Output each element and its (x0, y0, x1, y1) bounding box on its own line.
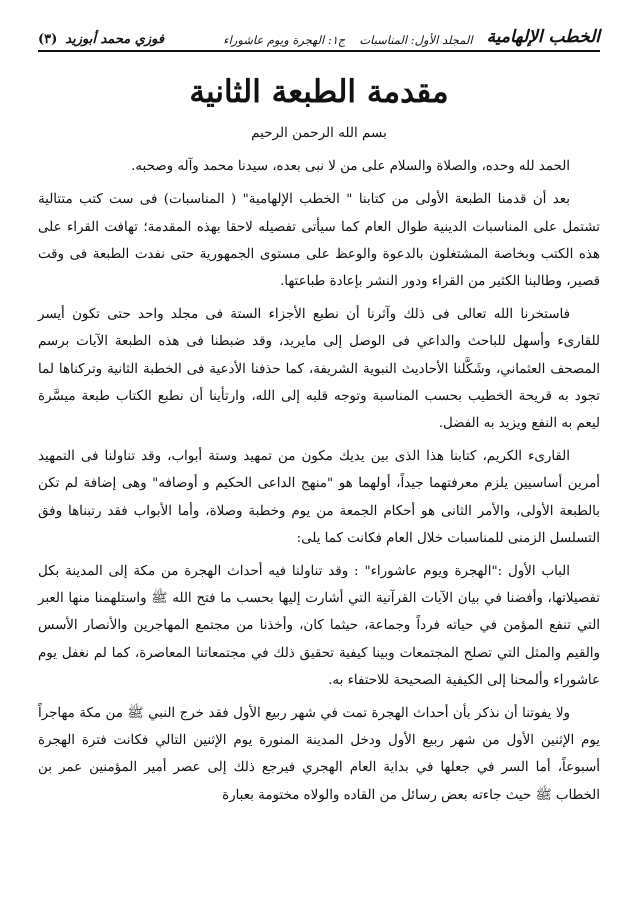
page-title: مقدمة الطبعة الثانية (189, 74, 449, 110)
book-title: الخطب الإلهامية (486, 27, 600, 47)
part-label: ج١: الهجرة ويوم عاشوراء (223, 33, 346, 47)
header-left-group (38, 32, 164, 47)
paragraph-second-edition: فاستخرنا الله تعالى فى ذلك وآثرنا أن نطبع الأجزاء الستة فى مجلد واحد حتى تكون أيسر للقارىء وأسهل للباحث والداعي فى الوصل إلى مايريد، وقد ضبطنا فى هذه الطبعة الآيات برسم المصحف العثماني، وشَكَّلنا الأحاديث النبوية الشريفة، كما حذفنا الأدعية فى الخطبة الثانية وتركناها لما تجود به قريحة الخطيب بحسب المناسبة وتوجه قلبه إلى الله، وارتأينا أن نطبع الكتاب طبعة ميسَّرة ليعم به النفع ويزيد به الفضل. (38, 307, 600, 432)
paragraph-first-edition: بعد أن قدمنا الطبعة الأولى من كتابنا " الخطب الإلهامية" ( المناسبات) فى ست كتب متتالية تشتمل على المناسبات الدينية طوال العام كما سيأتى تفصيله لاحقا بهذه المقدمة؛ تهافت القراء على هذه الكتب وبخاصة المشتغلون بالدعوة والوعظ على مستوى الجمهورية حتى نفدت الطبعة فى وقت قصير، وطالبنا الكثير من القراء ودور النشر بإعادة طباعتها. (38, 192, 600, 289)
running-header (38, 22, 600, 52)
paragraph-hijra-timing: ولا يفوتنا أن نذكر بأن أحداث الهجرة تمت في شهر ربيع الأول فقد خرج النبي ﷺ من مكة مهاجراً يوم الإثنين الأول من شهر ربيع الأول ودخل المدينة المنورة يوم الإثنين التالي فكانت فترة الهجرة أسبوعاً، أما السر في جعلها في بداية العام الهجري فيرجع ذلك إلى عصر أمير المؤمنين عمر بن الخطاب ﷺ حيث جاءته بعض رسائل من القاده والولاه مختومة بعبارة (38, 706, 600, 803)
basmala: بسم الله الرحمن الرحيم (251, 125, 387, 142)
volume-label: المجلد الأول: المناسبات (359, 33, 473, 47)
paragraph-chapter-one: الباب الأول :"الهجرة ويوم عاشوراء" : وقد تناولنا فيه أحداث الهجرة من مكة إلى المدينة بكل تفصيلاتها، وأفضنا في بيان الآيات القرآنية التي أشارت إليها بحسب ما فتح الله ﷺ واستلهمنا منها العبر التي تنفع المؤمن في حياته فرداً وجماعة، حيثما كان، وأخذنا من مجتمع المهاجرين والأنصار الأسس والقيم والمثل التي تصلح المجتمعات وبينا كيفية تحقيق ذلك في مجتمعاتنا المعاصرة، كما لم نغفل يوم عاشوراء وألمحنا إلى الكيفية الصحيحة للاحتفاء به. (38, 564, 600, 688)
paragraph-opening: الحمد لله وحده، والصلاة والسلام على من لا نبى بعده، سيدنا محمد وآله وصحبه. (131, 159, 570, 175)
page-number: (٣) (38, 32, 58, 47)
author-name: فوزي محمد أبوزيد (65, 32, 165, 47)
paragraph-book-structure: القارىء الكريم، كتابنا هذا الذى بين يديك مكون من تمهيد وستة أبواب، وقد تناولنا فى التمهيد أمرين أساسيين يلزم معرفتهما جيداً، أولهما هو "منهج الداعى الحكيم و أوصافه" وهى إضافة لم تكن بالطبعة الأولى، والأمر الثانى هو أحكام الجمعة من يوم وخطبة وصلاة، وأما الأبواب فقد رتبناها وفق التسلسل الزمنى للمناسبات خلال العام فكانت كما يلى: (38, 449, 600, 546)
header-right-group (223, 27, 600, 47)
